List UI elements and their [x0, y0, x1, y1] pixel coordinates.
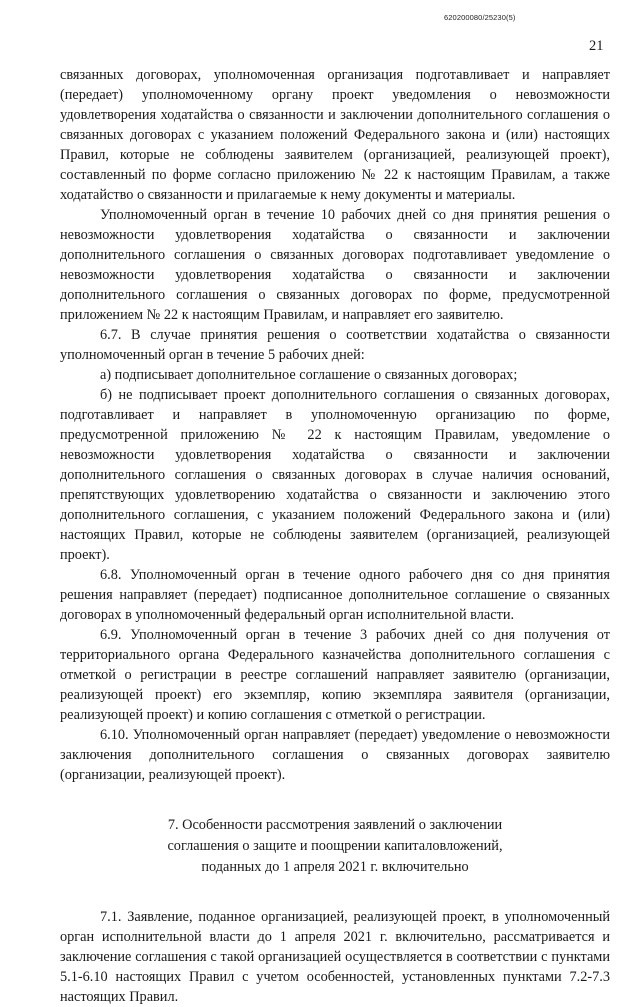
paragraph-6-7-b: б) не подписывает проект дополнительного соглашения о связанных договорах, подготавливает и направляет в уполномоченную организацию по форме, предусмотренной приложению № 22 к настоящим Правилам, уведомление о невозможности удовлетворения ходатайства о связанности и заключении дополнительного соглашения о связанных договорах в случае наличия оснований, препятствующих удовлетворению ходатайства о связанности и заключению этого дополнительного соглашения, с указанием положений Федерального закона и (или) настоящих Правил, которые не соблюдены заявителем (организацией, реализующей проект). — [60, 387, 610, 563]
paragraph-6-8: 6.8. Уполномоченный орган в течение одного рабочего дня со дня принятия решения направляет (передает) подписанное дополнительное соглашение о связанных договорах в уполномоченный федеральный орган исполнительной власти. — [60, 567, 610, 623]
paragraph-continuation: связанных договорах, уполномоченная организация подготавливает и направляет (передает) уполномоченному органу проект уведомления о невозможности удовлетворения ходатайства о связанности и заключении дополнительного соглашения о связанных договорах с указанием положений Федерального закона и (или) настоящих Правил, которые не соблюдены заявителем (организацией, реализующей проект), составленный по форме согласно приложению № 22 к настоящим Правилам, а также ходатайство о связанности и прилагаемые к нему документы и материалы. — [60, 67, 610, 203]
paragraph-6-7: 6.7. В случае принятия решения о соответствии ходатайства о связанности уполномоченный орган в течение 5 рабочих дней: — [60, 327, 610, 363]
section-heading-line: 7. Особенности рассмотрения заявлений о заключении — [167, 817, 503, 833]
paragraph-6-9: 6.9. Уполномоченный орган в течение 3 рабочих дней со дня получения от территориального органа Федерального казначейства дополнительного соглашения с отметкой о регистрации в реестре соглашений направляет заявителю (организации, реализующей проект) его экземпляр, копию экземпляра заявителя (организации, реализующей проект) и копию соглашения с отметкой о регистрации. — [60, 627, 610, 723]
section-heading-line: соглашения о защите и поощрении капиталовложений, — [167, 838, 503, 854]
paragraph-6-7-a: а) подписывает дополнительное соглашение о связанных договорах; — [100, 367, 518, 383]
paragraph-7-1: 7.1. Заявление, поданное организацией, реализующей проект, в уполномоченный орган исполнительной власти до 1 апреля 2021 г. включительно, рассматривается и заключение соглашения с такой организацией осуществляется в соответствии с пунктами 5.1-6.10 настоящих Правил с учетом особенностей, установленных пунктами 7.2-7.3 настоящих Правил. — [60, 909, 610, 1005]
document-code: 620200080/25230(5) — [444, 13, 516, 22]
section-heading-line: поданных до 1 апреля 2021 г. включительно — [201, 859, 469, 875]
paragraph-notification: Уполномоченный орган в течение 10 рабочих дней со дня принятия решения о невозможности удовлетворения ходатайства о связанности и заключении дополнительного соглашения о связанных договорах подготавливает уведомление о невозможности удовлетворения ходатайства о связанности и заключении дополнительного соглашения о связанных договорах по форме, предусмотренной приложением № 22 к настоящим Правилам, и направляет его заявителю. — [60, 207, 610, 323]
section-7-heading — [60, 815, 610, 878]
paragraph-6-10: 6.10. Уполномоченный орган направляет (передает) уведомление о невозможности заключения дополнительного соглашения о связанных договорах заявителю (организации, реализующей проект). — [60, 727, 610, 783]
document-body — [60, 65, 610, 1007]
page-number: 21 — [589, 38, 604, 54]
